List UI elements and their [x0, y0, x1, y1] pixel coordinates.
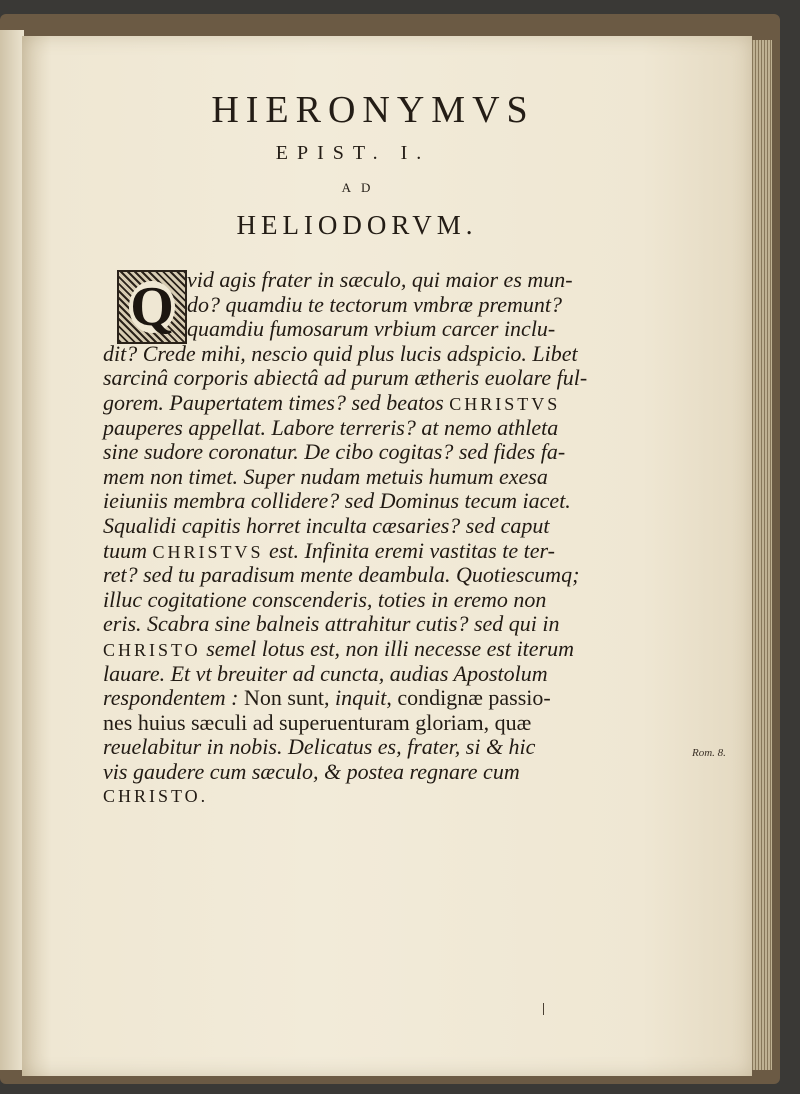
line-text: do? quamdiu te tectorum vmbræ premunt? — [187, 291, 562, 317]
line-text: vis gaudere cum sæculo, & postea regnare cum — [103, 758, 520, 784]
text-line — [103, 514, 613, 539]
line-text: sarcinâ corporis abiectâ ad purum ætheris euolare ful- — [103, 365, 588, 391]
text-line — [103, 735, 613, 760]
text-line — [103, 342, 613, 367]
text-line — [103, 268, 613, 293]
recipient-heading: HELIODORVM. — [236, 210, 478, 240]
text-line — [103, 588, 613, 613]
christus-name: CHRISTVS — [152, 541, 264, 562]
line-text: CHRISTO. — [103, 786, 209, 807]
margin-reference: Rom. 8. — [692, 747, 726, 759]
text-line — [103, 366, 613, 391]
initial-letter: Q — [130, 276, 174, 338]
line-text: Squalidi capitis horret inculta cæsaries? sed caput — [103, 512, 550, 538]
line-text: respondentem : — [103, 685, 239, 711]
line-text: est. Infinita eremi vastitas te ter- — [269, 537, 555, 563]
epistle-text — [103, 268, 613, 809]
page-mark — [543, 1003, 544, 1015]
line-text: semel lotus est, non illi necesse est iterum — [206, 635, 575, 661]
text-line — [103, 416, 613, 441]
text-line — [103, 489, 613, 514]
line-text: nes huius sæculi ad superuenturam gloriam, quæ — [103, 709, 532, 735]
text-line — [103, 440, 613, 465]
text-line — [103, 662, 613, 687]
line-text: illuc cogitatione conscenderis, toties in eremo non — [103, 586, 547, 612]
text-line — [103, 317, 613, 342]
text-line — [103, 784, 613, 809]
line-text: inquit — [335, 685, 387, 711]
page-title: HIERONYMVS — [211, 89, 535, 131]
text-line — [103, 465, 613, 490]
line-text: Non sunt, — [243, 685, 335, 711]
christo-name: CHRISTO — [103, 639, 201, 660]
line-text: lauare. Et vt breuiter ad cuncta, audias Apostolum — [103, 660, 548, 686]
text-line — [103, 637, 613, 662]
text-line — [103, 293, 613, 318]
text-line — [103, 711, 613, 736]
line-text: ieiuniis membra collidere? sed Dominus tecum iacet. — [103, 488, 571, 514]
line-text: pauperes appellat. Labore terreris? at nemo athleta — [103, 414, 559, 440]
line-text: quamdiu fumosarum vrbium carcer inclu- — [187, 316, 556, 342]
page-fore-edge — [752, 40, 772, 1070]
text-line — [103, 612, 613, 637]
epistle-number: EPIST. I. — [275, 142, 431, 164]
christus-name: CHRISTVS — [449, 393, 561, 414]
line-text: vid agis frater in sæculo, qui maior es mun- — [187, 267, 573, 292]
line-text: sine sudore coronatur. De cibo cogitas? sed fides fa- — [103, 439, 566, 465]
line-text: gorem. Paupertatem times? sed beatos — [103, 389, 444, 415]
text-line — [103, 686, 613, 711]
text-line — [103, 391, 613, 416]
heading-ad: AD — [341, 180, 381, 195]
line-text: tuum — [103, 537, 147, 563]
text-line — [103, 563, 613, 588]
line-text: , condignæ passio- — [386, 685, 551, 711]
line-text: eris. Scabra sine balneis attrahitur cutis? sed qui in — [103, 611, 560, 637]
line-text: ret? sed tu paradisum mente deambula. Quotiescumq; — [103, 562, 580, 588]
line-text: reuelabitur in nobis. Delicatus es, frater, si & hic — [103, 734, 536, 760]
text-line — [103, 760, 613, 785]
line-text: mem non timet. Super nudam metuis humum exesa — [103, 463, 548, 489]
line-text: dit? Crede mihi, nescio quid plus lucis adspicio. Libet — [103, 340, 578, 366]
text-line — [103, 539, 613, 564]
